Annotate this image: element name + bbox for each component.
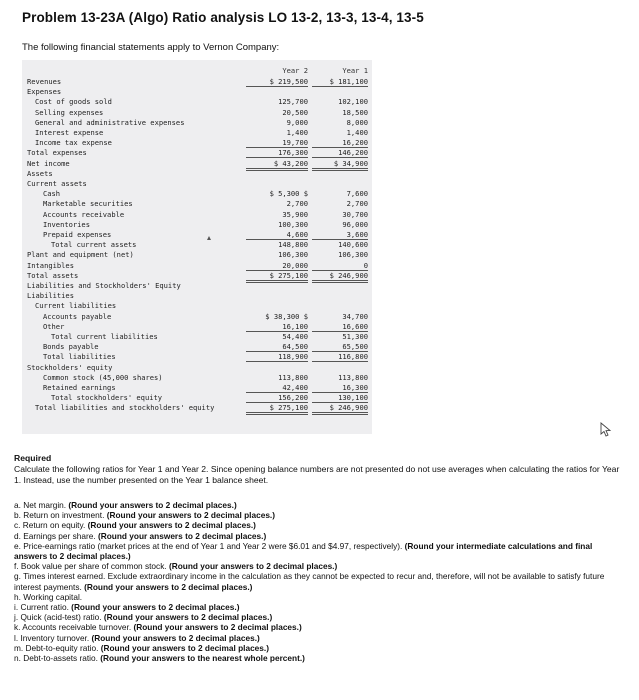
statement-year1-value: $ 246,900 xyxy=(312,271,368,283)
statement-year1-value: 1,400 xyxy=(346,128,368,137)
ratio-item-rounding-note: (Round your answers to 2 decimal places.) xyxy=(66,500,237,510)
statement-row-label: Liabilities and Stockholders' Equity xyxy=(27,281,181,290)
statement-row-label: Bonds payable xyxy=(43,342,99,352)
statement-row-label: General and administrative expenses xyxy=(35,117,185,127)
ratio-item xyxy=(14,643,618,653)
statement-year1-value: 140,600 xyxy=(338,240,368,250)
ratio-item-rounding-note: (Round your answers to 2 decimal places.) xyxy=(95,530,267,541)
ratio-item-rounding-note: (Round your answers to the nearest whole percent.) xyxy=(97,653,305,664)
statement-year2-value: 42,400 xyxy=(246,383,308,393)
statement-row-label: Plant and equipment (net) xyxy=(27,250,134,260)
statement-row-label: Revenues xyxy=(27,77,62,86)
statement-row xyxy=(22,352,372,362)
ratio-item xyxy=(14,520,618,530)
statement-row-label: Common stock (45,000 shares) xyxy=(43,372,163,382)
statement-row-label: Cost of goods sold xyxy=(35,97,112,107)
statement-year1-value: 116,800 xyxy=(312,352,368,362)
statement-row xyxy=(22,271,372,281)
statement-year1-value: 106,300 xyxy=(338,250,368,260)
statement-year1-value: 8,000 xyxy=(346,117,368,127)
ratio-item-rounding-note: (Round your answers to 2 decimal places.) xyxy=(104,510,275,521)
statement-year2-value: $ 43,200 xyxy=(246,159,308,171)
statement-row xyxy=(22,322,372,332)
statement-year2-value: 176,300 xyxy=(246,148,308,158)
statement-year2-value: 118,900 xyxy=(246,352,308,362)
statement-row xyxy=(22,383,372,393)
ratio-item-rounding-note: (Round your answers to 2 decimal places.) xyxy=(131,622,302,633)
required-text: Calculate the following ratios for Year 1 and Year 2. Since opening balance numbers are not presented do not use averages when calculating the ratios for Year 1. Instead, use the number presented on the Year 1 balance sheet. xyxy=(14,464,620,485)
intro-text: The following financial statements apply to Vernon Company: xyxy=(22,42,280,53)
statement-row-label: Accounts receivable xyxy=(43,209,125,219)
ratio-item-label: h. Working capital. xyxy=(14,591,83,602)
statement-year1-value: 102,100 xyxy=(338,97,368,107)
ratio-item-label: b. Return on investment. xyxy=(14,510,105,521)
statement-row-label: Total stockholders' equity xyxy=(51,393,163,403)
header-year1: Year 1 xyxy=(342,66,368,75)
ratio-item xyxy=(14,653,618,663)
statement-row-label: Total liabilities and stockholders' equity xyxy=(35,403,215,413)
statement-row-label: Income tax expense xyxy=(35,138,112,148)
statement-year1-value: $ 181,100 xyxy=(312,77,368,87)
statement-row xyxy=(22,250,372,260)
ratio-item xyxy=(14,541,618,561)
statement-row xyxy=(22,342,372,352)
statement-row-label: Accounts payable xyxy=(43,311,112,321)
statement-row xyxy=(22,403,372,413)
statement-row xyxy=(22,332,372,342)
ratio-item xyxy=(14,561,618,571)
ratio-item-rounding-note: (Round your answers to 2 decimal places.) xyxy=(85,520,256,531)
statement-year1-value: 146,200 xyxy=(312,148,368,158)
statement-year2-value: 64,500 xyxy=(246,342,308,352)
statement-row-label: Interest expense xyxy=(35,128,104,137)
statement-year2-value: 156,200 xyxy=(246,393,308,403)
ratio-item-rounding-note: (Round your answers to 2 decimal places.) xyxy=(166,561,338,572)
statement-row xyxy=(22,363,372,373)
statement-row-label: Liabilities xyxy=(27,291,74,301)
ratio-item-rounding-note: (Round your intermediate calculations and final answers to 2 decimal places.) xyxy=(14,540,593,562)
ratio-item-label: a. Net margin. xyxy=(14,500,67,510)
statement-row xyxy=(22,138,372,148)
ratio-item-label: f. Book value per share of common stock. xyxy=(14,561,167,572)
ratio-item xyxy=(14,592,618,602)
statement-year1-value: 51,300 xyxy=(342,332,368,341)
ratio-item xyxy=(14,602,618,612)
statement-row-label: Marketable securities xyxy=(43,199,133,209)
ratio-item-label: c. Return on equity. xyxy=(14,520,86,531)
statement-row xyxy=(22,118,372,128)
statement-row-label: Inventories xyxy=(43,219,90,229)
financial-statement-image xyxy=(22,60,372,434)
ratio-item-label: l. Inventory turnover. xyxy=(14,632,90,643)
statement-year1-value: 65,500 xyxy=(312,342,368,352)
ratio-list xyxy=(14,500,618,663)
ratio-item-rounding-note: (Round your answers to 2 decimal places.) xyxy=(98,642,269,653)
statement-row xyxy=(22,220,372,230)
statement-year2-value: 1,400 xyxy=(286,128,308,137)
statement-row-label: Retained earnings xyxy=(43,383,116,392)
statement-year1-value: 16,600 xyxy=(312,322,368,332)
statement-row xyxy=(22,199,372,209)
statement-row xyxy=(22,291,372,301)
statement-row-label: Expenses xyxy=(27,87,62,97)
statement-year2-value: 19,700 xyxy=(246,138,308,148)
statement-year2-value: 148,800 xyxy=(278,240,308,250)
statement-year1-value: 2,700 xyxy=(346,199,368,209)
statement-row xyxy=(22,148,372,158)
statement-row-label: Total expenses xyxy=(27,148,87,158)
statement-row xyxy=(22,159,372,169)
statement-year2-value: 125,700 xyxy=(278,97,308,107)
ratio-item-label: j. Quick (acid-test) ratio. xyxy=(14,612,102,623)
statement-row xyxy=(22,240,372,250)
ratio-item xyxy=(14,622,618,632)
ratio-item xyxy=(14,531,618,541)
statement-year2-value: 16,100 xyxy=(246,322,308,332)
ratio-item xyxy=(14,510,618,520)
statement-year2-value: 9,000 xyxy=(286,117,308,127)
statement-row-label: Stockholders' equity xyxy=(27,362,113,372)
ratio-item-rounding-note: (Round your answers to 2 decimal places.) xyxy=(68,602,240,613)
ratio-item-rounding-note: (Round your answers to 2 decimal places.) xyxy=(101,612,273,623)
ratio-item xyxy=(14,500,618,510)
statement-row-label: Net income xyxy=(27,158,70,168)
ratio-item-label: m. Debt-to-equity ratio. xyxy=(14,642,99,653)
statement-year1-value: 130,100 xyxy=(312,393,368,403)
statement-header-row xyxy=(22,66,372,76)
statement-year2-value: $ 38,300 $ xyxy=(265,311,308,321)
statement-row xyxy=(22,179,372,189)
statement-row xyxy=(22,87,372,97)
statement-row-label: Other xyxy=(43,321,65,331)
statement-year1-value: 16,200 xyxy=(312,138,368,148)
ratio-item-rounding-note: (Round your answers to 2 decimal places.) xyxy=(89,632,260,643)
ratio-item-label: k. Accounts receivable turnover. xyxy=(14,622,132,633)
statement-year2-value: 35,900 xyxy=(282,209,308,219)
ratio-item xyxy=(14,571,618,591)
statement-row xyxy=(22,108,372,118)
ratio-item-rounding-note: (Round your answers to 2 decimal places.) xyxy=(81,581,253,592)
statement-row xyxy=(22,230,372,240)
statement-row xyxy=(22,261,372,271)
statement-row xyxy=(22,393,372,403)
statement-year2-value: 113,800 xyxy=(278,372,308,382)
statement-row-label: Cash xyxy=(43,189,61,199)
statement-year2-value: $ 5,300 $ xyxy=(269,189,308,199)
statement-row-label: Current assets xyxy=(27,179,87,188)
statement-year2-value: 106,300 xyxy=(278,250,308,260)
statement-year2-value: 2,700 xyxy=(286,199,308,209)
statement-year2-value: $ 275,100 xyxy=(246,403,308,415)
statement-year1-value: 34,700 xyxy=(342,311,368,321)
statement-year1-value: 18,500 xyxy=(342,107,368,117)
ratio-item xyxy=(14,612,618,622)
statement-row xyxy=(22,301,372,311)
ratio-item-label: n. Debt-to-assets ratio. xyxy=(14,653,98,664)
statement-row xyxy=(22,373,372,383)
statement-row-label: Total liabilities xyxy=(43,352,116,362)
statement-year2-value: 20,000 xyxy=(246,261,308,271)
statement-year2-value: 54,400 xyxy=(282,332,308,341)
ratio-item-label: g. Times interest earned. Exclude extraordinary income in the calculation as they cannot be expected to recur and, therefore, will not be available to satisfy future interest payments. xyxy=(14,571,605,592)
statement-row xyxy=(22,210,372,220)
statement-row-label: Prepaid expenses xyxy=(43,230,112,239)
ratio-item-label: e. Price-earnings ratio (market prices at the end of Year 1 and Year 2 were $6.01 and $4.97, respectively). xyxy=(14,540,403,551)
required-heading: Required xyxy=(14,453,52,463)
statement-year2-value: 100,300 xyxy=(278,219,308,229)
statement-year1-value: 113,800 xyxy=(338,372,368,382)
statement-year1-value: 96,000 xyxy=(342,219,368,229)
problem-title: Problem 13-23A (Algo) Ratio analysis LO 13-2, 13-3, 13-4, 13-5 xyxy=(22,10,424,25)
ratio-item-label: i. Current ratio. xyxy=(14,602,69,613)
ratio-item xyxy=(14,633,618,643)
required-section xyxy=(14,453,624,486)
statement-year1-value: $ 246,900 xyxy=(312,403,368,415)
statement-row-label: Intangibles xyxy=(27,260,74,270)
header-year2: Year 2 xyxy=(282,66,308,75)
mouse-cursor-icon xyxy=(600,422,612,438)
statement-row-label: Selling expenses xyxy=(35,107,104,117)
small-marker-icon xyxy=(207,236,211,240)
statement-year1-value: 0 xyxy=(312,261,368,271)
statement-year2-value: $ 275,100 xyxy=(246,271,308,283)
statement-year2-value: 4,600 xyxy=(246,230,308,240)
statement-row xyxy=(22,169,372,179)
statement-row-label: Total current liabilities xyxy=(51,332,158,341)
statement-year1-value: 30,700 xyxy=(342,209,368,219)
statement-row xyxy=(22,189,372,199)
statement-year1-value: 7,600 xyxy=(346,189,368,199)
statement-row xyxy=(22,281,372,291)
statement-year2-value: $ 219,500 xyxy=(246,77,308,87)
statement-year1-value: 16,300 xyxy=(312,383,368,393)
statement-row xyxy=(22,77,372,87)
statement-row xyxy=(22,312,372,322)
statement-row-label: Total assets xyxy=(27,270,79,280)
statement-row-label: Current liabilities xyxy=(35,301,117,311)
statement-row-label: Total current assets xyxy=(51,240,137,250)
statement-year1-value: $ 34,900 xyxy=(312,159,368,171)
ratio-item-label: d. Earnings per share. xyxy=(14,530,96,541)
statement-row xyxy=(22,128,372,138)
statement-year2-value: 20,500 xyxy=(282,107,308,117)
statement-row xyxy=(22,97,372,107)
statement-row-label: Assets xyxy=(27,168,53,178)
statement-year1-value: 3,600 xyxy=(312,230,368,240)
